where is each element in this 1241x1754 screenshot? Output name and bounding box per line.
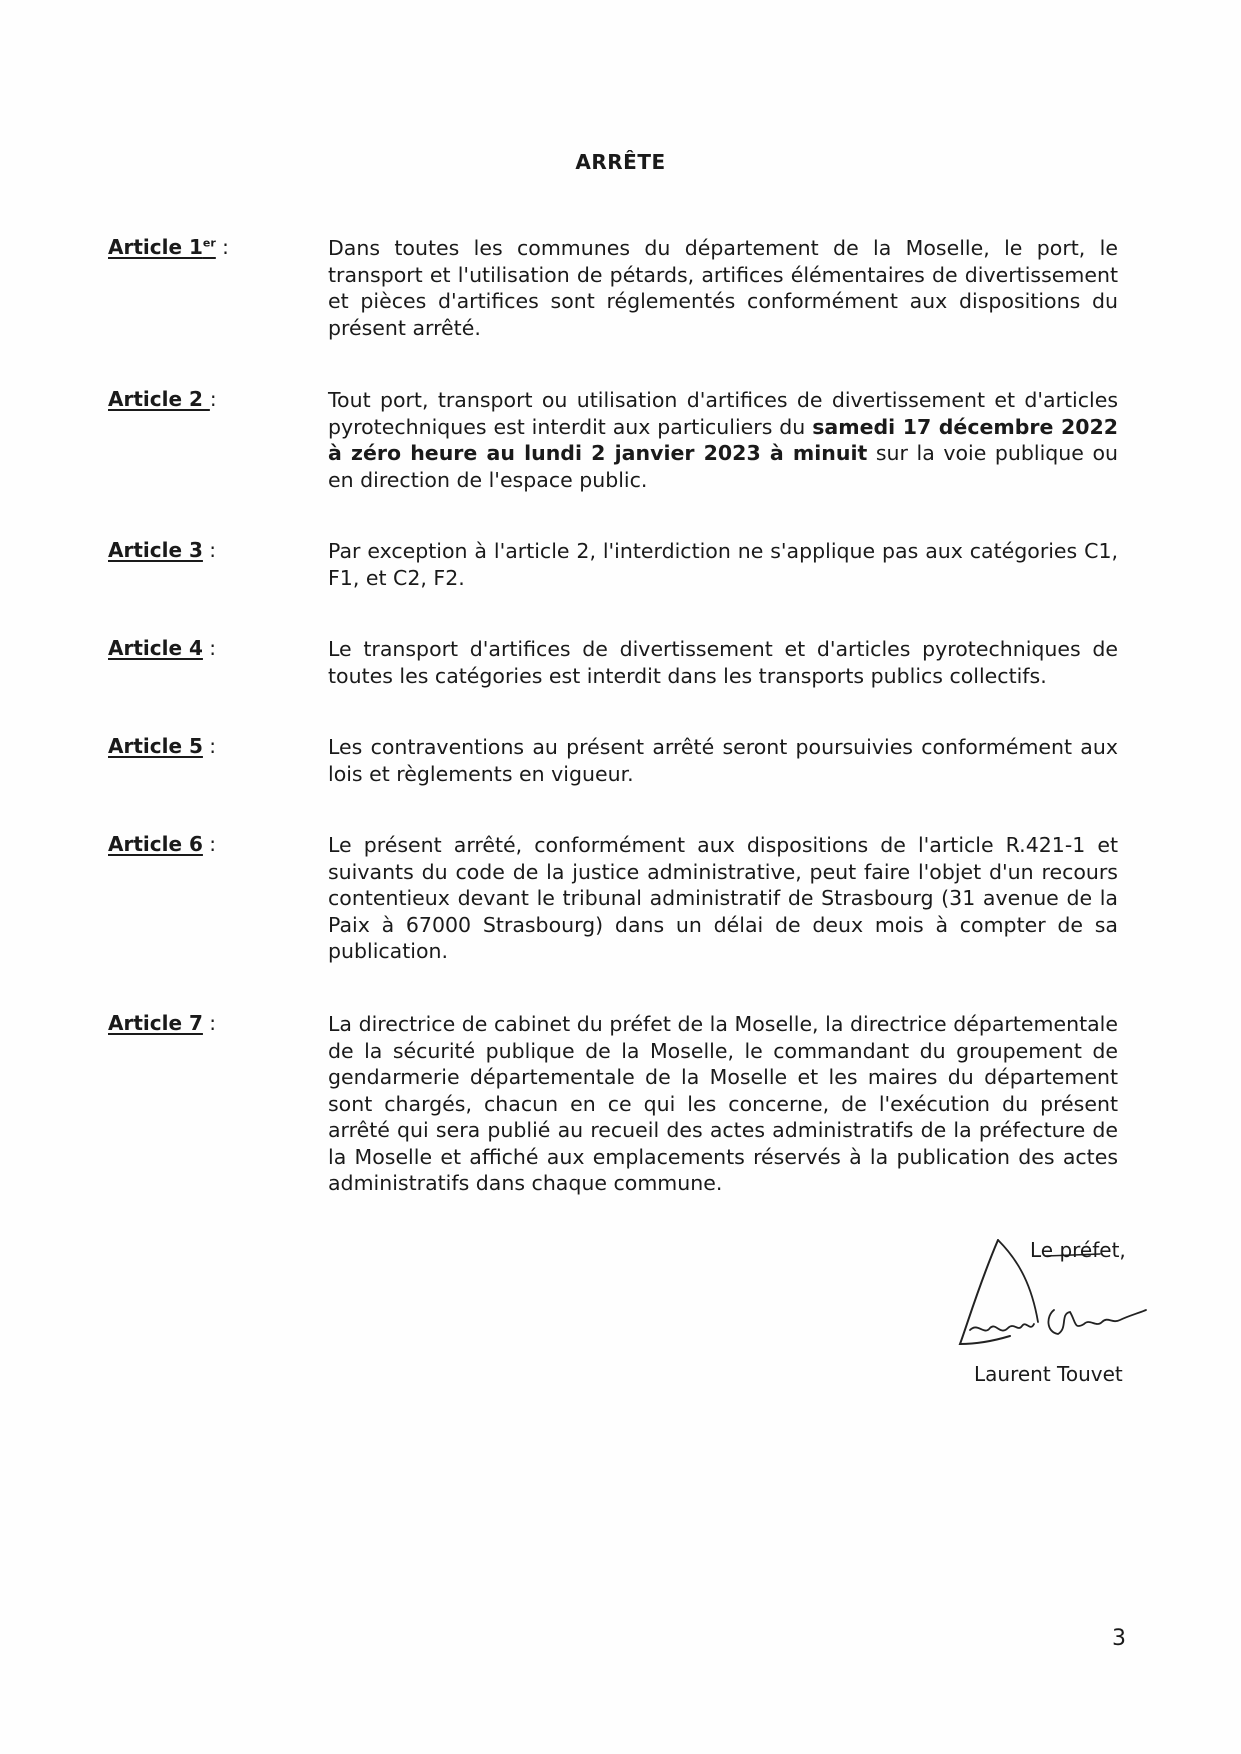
article-7-label-colon: : [202,1011,217,1035]
article-5-label-colon: : [202,734,217,758]
article-1-label-text: Article 1 [108,235,203,259]
article-1-label-sup: er [202,236,216,250]
page-number: 3 [1112,1626,1126,1651]
article-6-label [108,832,216,856]
article-1-label [108,235,229,259]
article-3-text: Par exception à l'article 2, l'interdiction ne s'applique pas aux catégories C1, F1, et C2, F2. [328,539,1118,590]
article-5-label [108,734,216,758]
article-2-label-text: Article 2 [108,387,210,411]
article-7-text: La directrice de cabinet du préfet de la Moselle, la directrice départementale de la sécurité publique de la Moselle, le commandant du groupement de gendarmerie départementale de la Moselle et les maires du département sont chargés, chacun en ce qui les concerne, de l'exécution du présent arrêté qui sera publié au recueil des actes administratifs de la préfecture de la Moselle et affiché aux emplacements réservés à la publication des actes administratifs dans chaque commune. [328,1012,1118,1195]
article-4-label-colon: : [202,636,217,660]
signature-title: Le préfet, [1030,1238,1126,1262]
signatory-name: Laurent Touvet [974,1362,1123,1386]
article-6-label-text: Article 6 [108,832,203,856]
article-6-label-colon: : [202,832,217,856]
article-4-label [108,636,216,660]
article-3-label [108,538,216,562]
article-4-label-text: Article 4 [108,636,203,660]
article-1-label-colon: : [215,235,229,259]
article-7-label [108,1011,216,1035]
article-2-label [108,387,217,411]
article-2-text-before: Tout port, transport ou utilisation d'artifices de divertissement et d'articles pyrotechniques est interdit aux particuliers du [328,388,1118,439]
article-2-text-bold: samedi 17 décembre 2022 à zéro heure au lundi 2 janvier 2023 à minuit [328,414,1119,465]
article-5-label-text: Article 5 [108,734,203,758]
article-4-text: Le transport d'artifices de divertissement et d'articles pyrotechniques de toutes les catégories est interdit dans les transports publics collectifs. [328,637,1118,688]
article-2-label-colon: : [209,387,217,411]
article-6-text: Le présent arrêté, conformément aux dispositions de l'article R.421-1 et suivants du code de la justice administrative, peut faire l'objet d'un recours contentieux devant le tribunal administratif de Strasbourg (31 avenue de la Paix à 67000 Strasbourg) dans un délai de deux mois à compter de sa publication. [328,833,1118,963]
article-2-text-after: sur la voie publique ou en direction de l'espace public. [328,441,1118,492]
article-3-label-colon: : [202,538,217,562]
article-5-text: Les contraventions au présent arrêté seront poursuivies conformément aux lois et règlements en vigueur. [328,735,1118,786]
article-7-label-text: Article 7 [108,1011,203,1035]
article-3-label-text: Article 3 [108,538,203,562]
article-2-text [328,387,1118,493]
document-title: ARRÊTE [575,150,666,174]
article-1-text: Dans toutes les communes du département de la Moselle, le port, le transport et l'utilisation de pétards, artifices élémentaires de divertissement et pièces d'artifices sont réglementés conformément aux dispositions du présent arrêté. [328,236,1118,340]
